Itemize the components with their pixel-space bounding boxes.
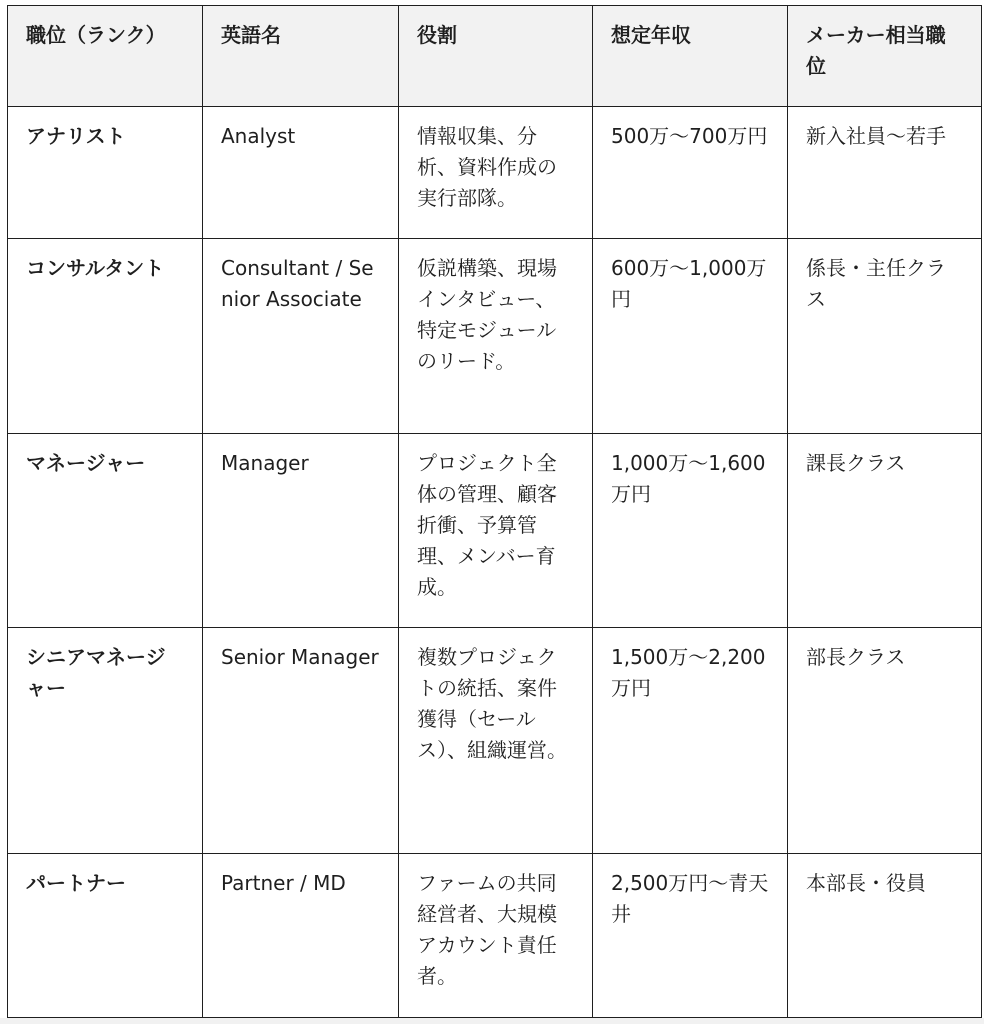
table-row: [8, 854, 982, 1018]
cell-equivalent-position: 課長クラス: [788, 434, 982, 628]
cell-role: 複数プロジェクトの統括、案件獲得（セールス）、組織運営。: [399, 628, 593, 854]
cell-salary: 2,500万円〜青天井: [593, 854, 788, 1018]
table-row: [8, 628, 982, 854]
header-rank: 職位（ランク）: [8, 6, 203, 107]
cell-role: ファームの共同経営者、大規模アカウント責任者。: [399, 854, 593, 1018]
cell-rank: コンサルタント: [8, 239, 203, 434]
cell-equivalent-position: 部長クラス: [788, 628, 982, 854]
cell-role: プロジェクト全体の管理、顧客折衝、予算管理、メンバー育成。: [399, 434, 593, 628]
header-row: [8, 6, 982, 107]
cell-rank: パートナー: [8, 854, 203, 1018]
cell-english-name: Consultant / Senior Associate: [203, 239, 399, 434]
cell-english-name: Analyst: [203, 107, 399, 239]
cell-equivalent-position: 新入社員〜若手: [788, 107, 982, 239]
rank-salary-table: [7, 5, 982, 1018]
cell-role: 情報収集、分析、資料作成の実行部隊。: [399, 107, 593, 239]
cell-salary: 600万〜1,000万円: [593, 239, 788, 434]
cell-rank: シニアマネージャー: [8, 628, 203, 854]
table-row: [8, 239, 982, 434]
cell-rank: アナリスト: [8, 107, 203, 239]
page-bottom-strip: [0, 1018, 984, 1024]
cell-english-name: Partner / MD: [203, 854, 399, 1018]
cell-salary: 1,000万〜1,600万円: [593, 434, 788, 628]
cell-english-name: Manager: [203, 434, 399, 628]
table-body: [8, 107, 982, 1018]
cell-rank: マネージャー: [8, 434, 203, 628]
cell-equivalent-position: 本部長・役員: [788, 854, 982, 1018]
cell-role: 仮説構築、現場インタビュー、特定モジュールのリード。: [399, 239, 593, 434]
header-salary: 想定年収: [593, 6, 788, 107]
cell-equivalent-position: 係長・主任クラス: [788, 239, 982, 434]
header-role: 役割: [399, 6, 593, 107]
cell-english-name: Senior Manager: [203, 628, 399, 854]
cell-salary: 1,500万〜2,200万円: [593, 628, 788, 854]
cell-salary: 500万〜700万円: [593, 107, 788, 239]
header-equivalent-position: メーカー相当職位: [788, 6, 982, 107]
table-header: [8, 6, 982, 107]
table-row: [8, 434, 982, 628]
table-row: [8, 107, 982, 239]
header-english-name: 英語名: [203, 6, 399, 107]
